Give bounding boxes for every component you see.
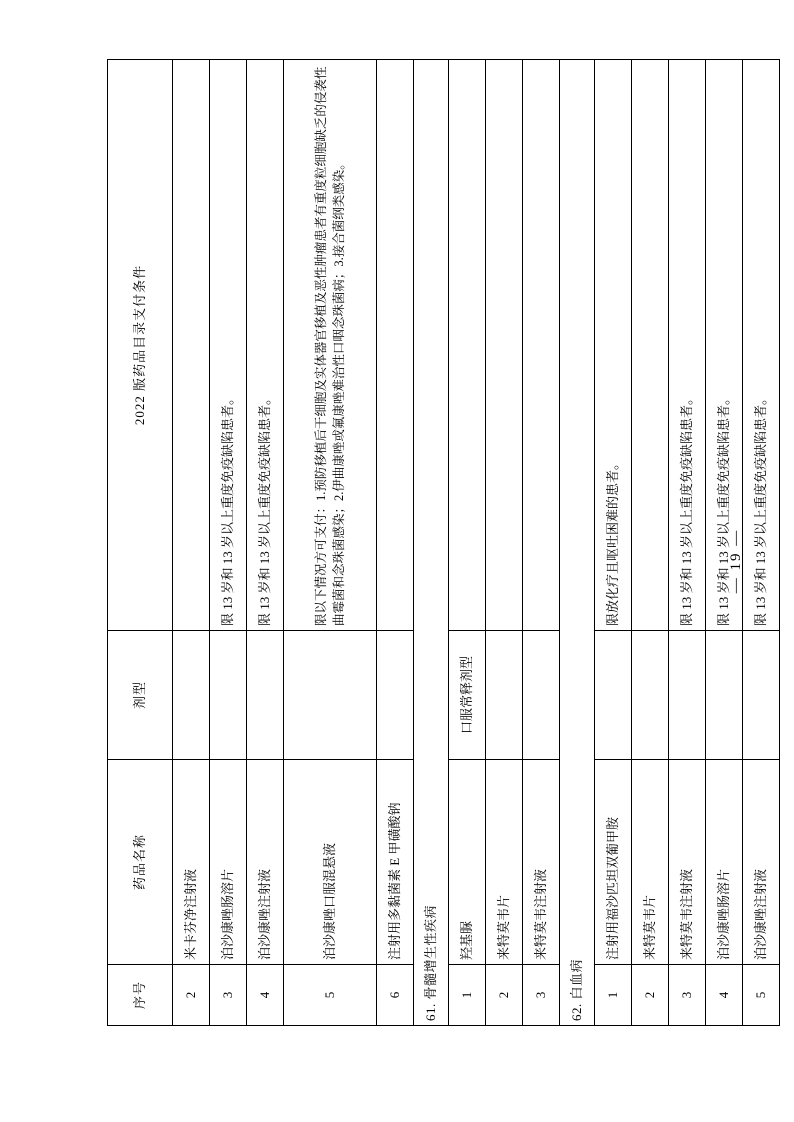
cell-seq: 1 — [595, 965, 632, 1026]
cell-drug-name: 注射用福沙匹坦双葡甲胺 — [595, 760, 632, 965]
cell-drug-name: 来特莫韦片 — [486, 760, 523, 965]
cell-condition — [486, 60, 523, 631]
table-row — [377, 60, 414, 1026]
table-row — [210, 60, 247, 1026]
table-header-row — [108, 60, 173, 1026]
cell-drug-name: 来特莫韦注射液 — [523, 760, 560, 965]
cell-condition — [523, 60, 560, 631]
table-row — [449, 60, 486, 1026]
cell-dosage — [173, 631, 210, 760]
cell-condition — [449, 60, 486, 631]
section-row — [414, 60, 449, 1026]
cell-seq: 2 — [632, 965, 669, 1026]
cell-seq: 2 — [173, 965, 210, 1026]
cell-condition — [632, 60, 669, 631]
cell-drug-name: 泊沙康唑口服混悬液 — [284, 760, 377, 965]
cell-seq: 3 — [210, 965, 247, 1026]
cell-dosage — [595, 631, 632, 760]
cell-drug-name: 泊沙康唑肠溶片 — [210, 760, 247, 965]
cell-seq: 2 — [486, 965, 523, 1026]
table-row — [632, 60, 669, 1026]
cell-dosage — [669, 631, 706, 760]
cell-dosage — [377, 631, 414, 760]
cell-dosage — [743, 631, 780, 760]
cell-condition: 限 13 岁和 13 岁以上重度免疫缺陷患者。 — [743, 60, 780, 631]
table-row — [743, 60, 780, 1026]
cell-seq: 6 — [377, 965, 414, 1026]
cell-seq: 3 — [523, 965, 560, 1026]
table-row — [595, 60, 632, 1026]
cell-seq: 4 — [247, 965, 284, 1026]
cell-seq: 5 — [743, 965, 780, 1026]
cell-condition: 限 13 岁和 13 岁以上重度免疫缺陷患者。 — [247, 60, 284, 631]
cell-drug-name: 来特莫韦注射液 — [669, 760, 706, 965]
cell-dosage — [284, 631, 377, 760]
cell-dosage — [706, 631, 743, 760]
table-row — [284, 60, 377, 1026]
cell-dosage — [210, 631, 247, 760]
cell-dosage: 口服常释剂型 — [449, 631, 486, 760]
cell-condition — [173, 60, 210, 631]
table-row — [669, 60, 706, 1026]
cell-condition — [284, 60, 377, 631]
cell-drug-name: 来特莫韦片 — [632, 760, 669, 965]
cell-drug-name: 泊沙康唑注射液 — [247, 760, 284, 965]
cell-seq: 5 — [284, 965, 377, 1026]
page-number: — 19 — — [727, 528, 744, 594]
column-header-drug-name: 药品名称 — [108, 760, 173, 965]
condition-text: 限以下情况方可支付：1.预防移植后干细胞及实体器官移植及恶性肿瘤患者有重度粒细胞缺乏的侵袭性曲霉菌和念珠菌感染；2.伊曲康唑或氟康唑难治性口咽念珠菌病；3.接合菌纲类感染。 — [313, 66, 346, 626]
cell-dosage — [632, 631, 669, 760]
cell-dosage — [247, 631, 284, 760]
column-header-seq: 序号 — [108, 965, 173, 1026]
cell-seq: 3 — [669, 965, 706, 1026]
cell-drug-name: 米卡芬净注射液 — [173, 760, 210, 965]
cell-condition: 限 13 岁和 13 岁以上重度免疫缺陷患者。 — [706, 60, 743, 631]
section-row — [560, 60, 595, 1026]
cell-condition — [377, 60, 414, 631]
section-title: 61. 骨髓增生性疾病 — [414, 60, 449, 1026]
cell-drug-name: 注射用多黏菌素 E 甲磺酸钠 — [377, 760, 414, 965]
table-row — [486, 60, 523, 1026]
cell-condition: 限 13 岁和 13 岁以上重度免疫缺陷患者。 — [210, 60, 247, 631]
section-title: 62. 白血病 — [560, 60, 595, 1026]
table-row — [523, 60, 560, 1026]
column-header-dosage: 剂型 — [108, 631, 173, 760]
cell-drug-name: 羟基脲 — [449, 760, 486, 965]
cell-dosage — [523, 631, 560, 760]
cell-drug-name: 泊沙康唑注射液 — [743, 760, 780, 965]
cell-condition: 限 13 岁和 13 岁以上重度免疫缺陷患者。 — [669, 60, 706, 631]
cell-condition: 限放化疗且呕吐困难的患者。 — [595, 60, 632, 631]
cell-seq: 4 — [706, 965, 743, 1026]
column-header-condition: 2022 版药品目录支付条件 — [108, 60, 173, 631]
drug-catalog-table — [107, 59, 780, 1026]
table-row — [173, 60, 210, 1026]
cell-dosage — [486, 631, 523, 760]
cell-seq: 1 — [449, 965, 486, 1026]
table-row — [247, 60, 284, 1026]
cell-drug-name: 泊沙康唑肠溶片 — [706, 760, 743, 965]
